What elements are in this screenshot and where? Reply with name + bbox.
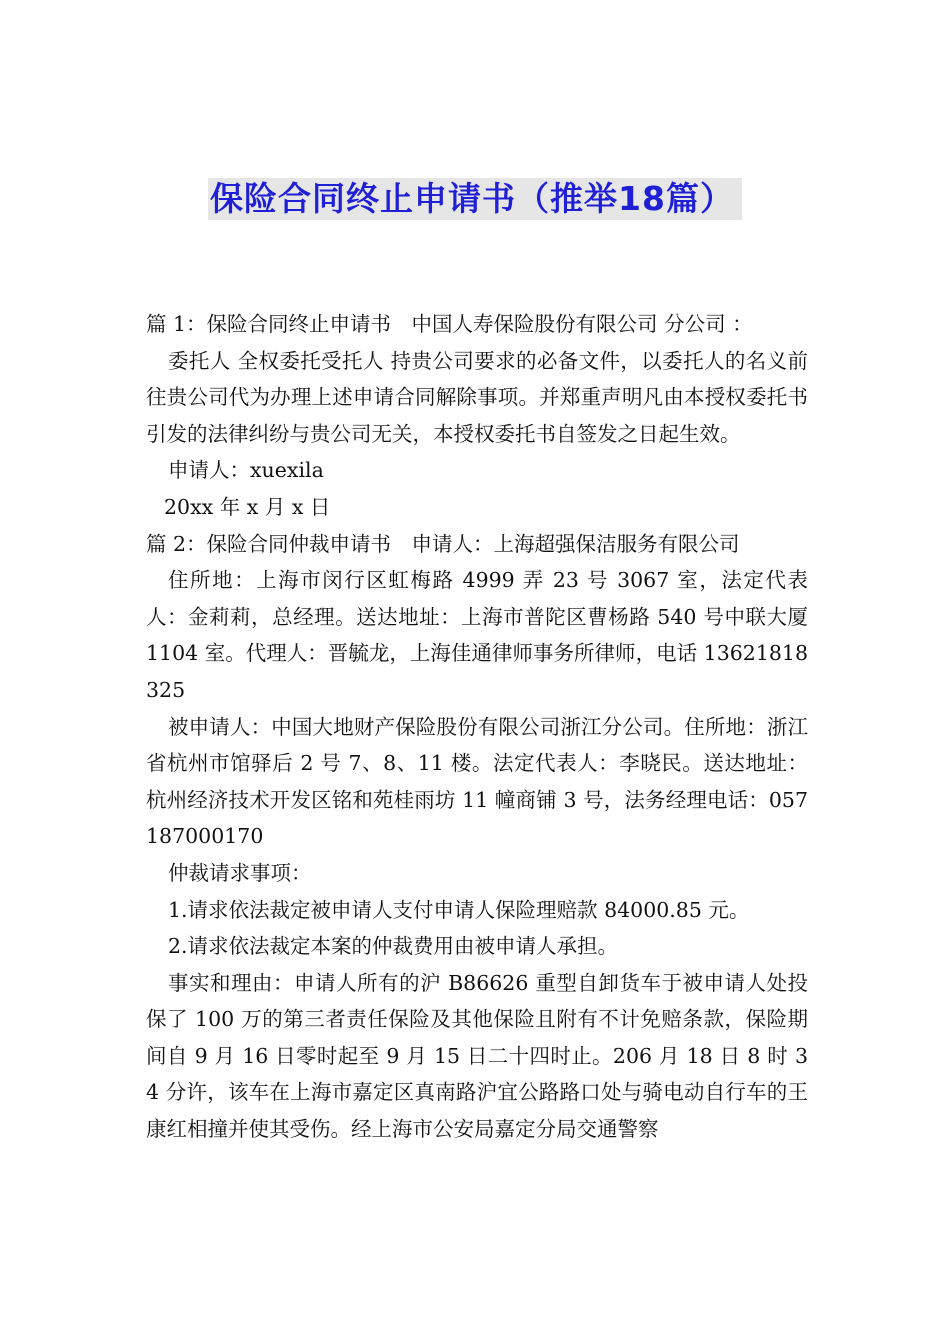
paragraph-1: 篇 1：保险合同终止申请书 中国人寿保险股份有限公司 分公司 ：	[146, 312, 753, 336]
paragraph-4: 20xx 年 x 月 x 日	[164, 494, 331, 519]
paragraph-3: 申请人：xuexila	[168, 458, 324, 483]
paragraph-8: 仲裁请求事项：	[168, 860, 312, 885]
title-container	[0, 178, 950, 220]
paragraph-9: 1.请求依法裁定被申请人支付申请人保险理赔款 84000.85 元。	[168, 897, 750, 922]
document-body	[146, 306, 808, 1148]
paragraph-2: 委托人 全权委托受托人 持贵公司要求的必备文件，以委托人的名义前往贵公司代为办理上述申请合同解除事项。并郑重声明凡由本授权委托书引发的法律纠纷与贵公司无关，本授权委托书自签发之日起生效。	[146, 348, 808, 446]
paragraph-5: 篇 2：保险合同仲裁申请书 申请人：上海超强保洁服务有限公司	[146, 531, 740, 556]
paragraph-11: 事实和理由：申请人所有的沪 B86626 重型自卸货车于被申请人处投保了 100 万的第三者责任保险及其他保险且附有不计免赔条款，保险期间自 9 月 16 日零时起至 9 月 15 日二十四时止。206 月 18 日 8 时 34 分许，该车在上海市嘉定区真南路沪宜公路路口处与骑电动自行车的王康红相撞并使其受伤。经上海市公安局嘉定分局交通警察	[146, 970, 808, 1142]
paragraph-10: 2.请求依法裁定本案的仲裁费用由被申请人承担。	[168, 934, 619, 959]
paragraph-7: 被申请人：中国大地财产保险股份有限公司浙江分公司。住所地：浙江省杭州市馆驿后 2 号 7、8、11 楼。法定代表人：李晓民。送达地址：杭州经济技术开发区铭和苑桂雨坊 11 幢商铺 3 号，法务经理电话：057187000170	[146, 714, 808, 849]
paragraph-6: 住所地：上海市闵行区虹梅路 4999 弄 23 号 3067 室，法定代表人：金莉莉，总经理。送达地址：上海市普陀区曹杨路 540 号中联大厦 1104 室。代理人：晋毓龙，上海佳通律师事务所律师，电话 13621818325	[146, 568, 808, 702]
document-title: 保险合同终止申请书（推举18篇）	[208, 178, 742, 220]
